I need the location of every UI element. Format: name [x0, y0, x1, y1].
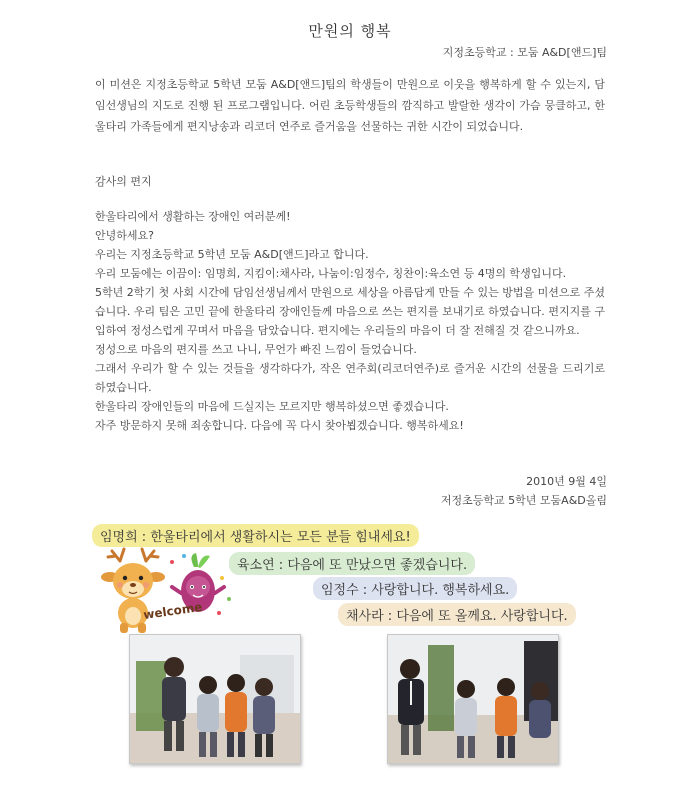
- letter-line: 한울타리에서 생활하는 장애인 여러분께!: [95, 210, 291, 223]
- intro-paragraph: 이 미션은 지정초등학교 5학년 모둠 A&D[앤드]팀의 학생들이 만원으로 이웃을 행복하게 할 수 있는지, 담임선생님의 지도로 진행 된 프로그램입니다. 어린 초등학생들의 깜직하고 발랄한 생각이 가슴 뭉클하고, 한울타리 가족들에게 편지낭송과 리코더 연주로 즐거움을 선물하는 귀한 시간이 되었습니다.: [95, 78, 605, 133]
- photo-students-left: [129, 634, 301, 764]
- letter-line: 그래서 우리가 할 수 있는 것들을 생각하다가, 작은 연주회(리코더연주)로 즐거운 시간의 선물을 드리기로 하였습니다.: [95, 362, 605, 394]
- letter-date: 2010년 9월 4일: [526, 475, 607, 488]
- message-bubble: 채사라 : 다음에 또 올께요. 사랑합니다.: [338, 603, 576, 626]
- letter-line: 우리 모둠에는 이끔이: 임명희, 지킴이:채사라, 나눔이:임정수, 칭찬이:육소연 등 4명의 학생입니다.: [95, 267, 567, 280]
- message-bubble: 임정수 : 사랑합니다. 행복하세요.: [313, 577, 517, 600]
- letter-heading: 감사의 편지: [95, 175, 152, 188]
- letter-line: 우리는 지정초등학교 5학년 모둠 A&D[앤드]라고 합니다.: [95, 248, 369, 261]
- page-title: 만원의 행복: [308, 22, 392, 40]
- photo-students-right: [387, 634, 559, 764]
- letter-line: 자주 방문하지 못해 죄송합니다. 다음에 꼭 다시 찾아뵙겠습니다. 행복하세요!: [95, 419, 464, 432]
- message-bubble: 육소연 : 다음에 또 만났으면 좋겠습니다.: [229, 552, 475, 575]
- team-subtitle: 지정초등학교 : 모둠 A&D[앤드]팀: [442, 46, 607, 59]
- letter-line: 정성으로 마음의 편지를 쓰고 나니, 무언가 빠진 느낌이 들었습니다.: [95, 343, 417, 356]
- welcome-label: welcome: [142, 599, 204, 622]
- letter-signature: 저정초등학교 5학년 모둠A&D올림: [440, 494, 607, 507]
- welcome-mascot-illustration: [98, 547, 238, 637]
- letter-line: 5학년 2학기 첫 사회 시간에 담임선생님께서 만원으로 세상을 아름답게 만들 수 있는 방법을 미션으로 주셨습니다. 우리 팀은 고민 끝에 한울타리 장애인들께 마음으로 쓰는 편지를 보내기로 하였습니다. 편지지를 구입하여 정성스럽게 꾸며서 마음을 담았습니다. 편지에는 우리들의 마음이 더 잘 전해질 것 같으니까요.: [95, 286, 605, 337]
- letter-line: 안녕하세요?: [95, 229, 154, 242]
- letter-body: [95, 207, 605, 435]
- message-bubble: 임명희 : 한울타리에서 생활하시는 모든 분들 힘내세요!: [92, 524, 419, 547]
- letter-line: 한울타리 장애인들의 마음에 드실지는 모르지만 행복하셨으면 좋겠습니다.: [95, 400, 449, 413]
